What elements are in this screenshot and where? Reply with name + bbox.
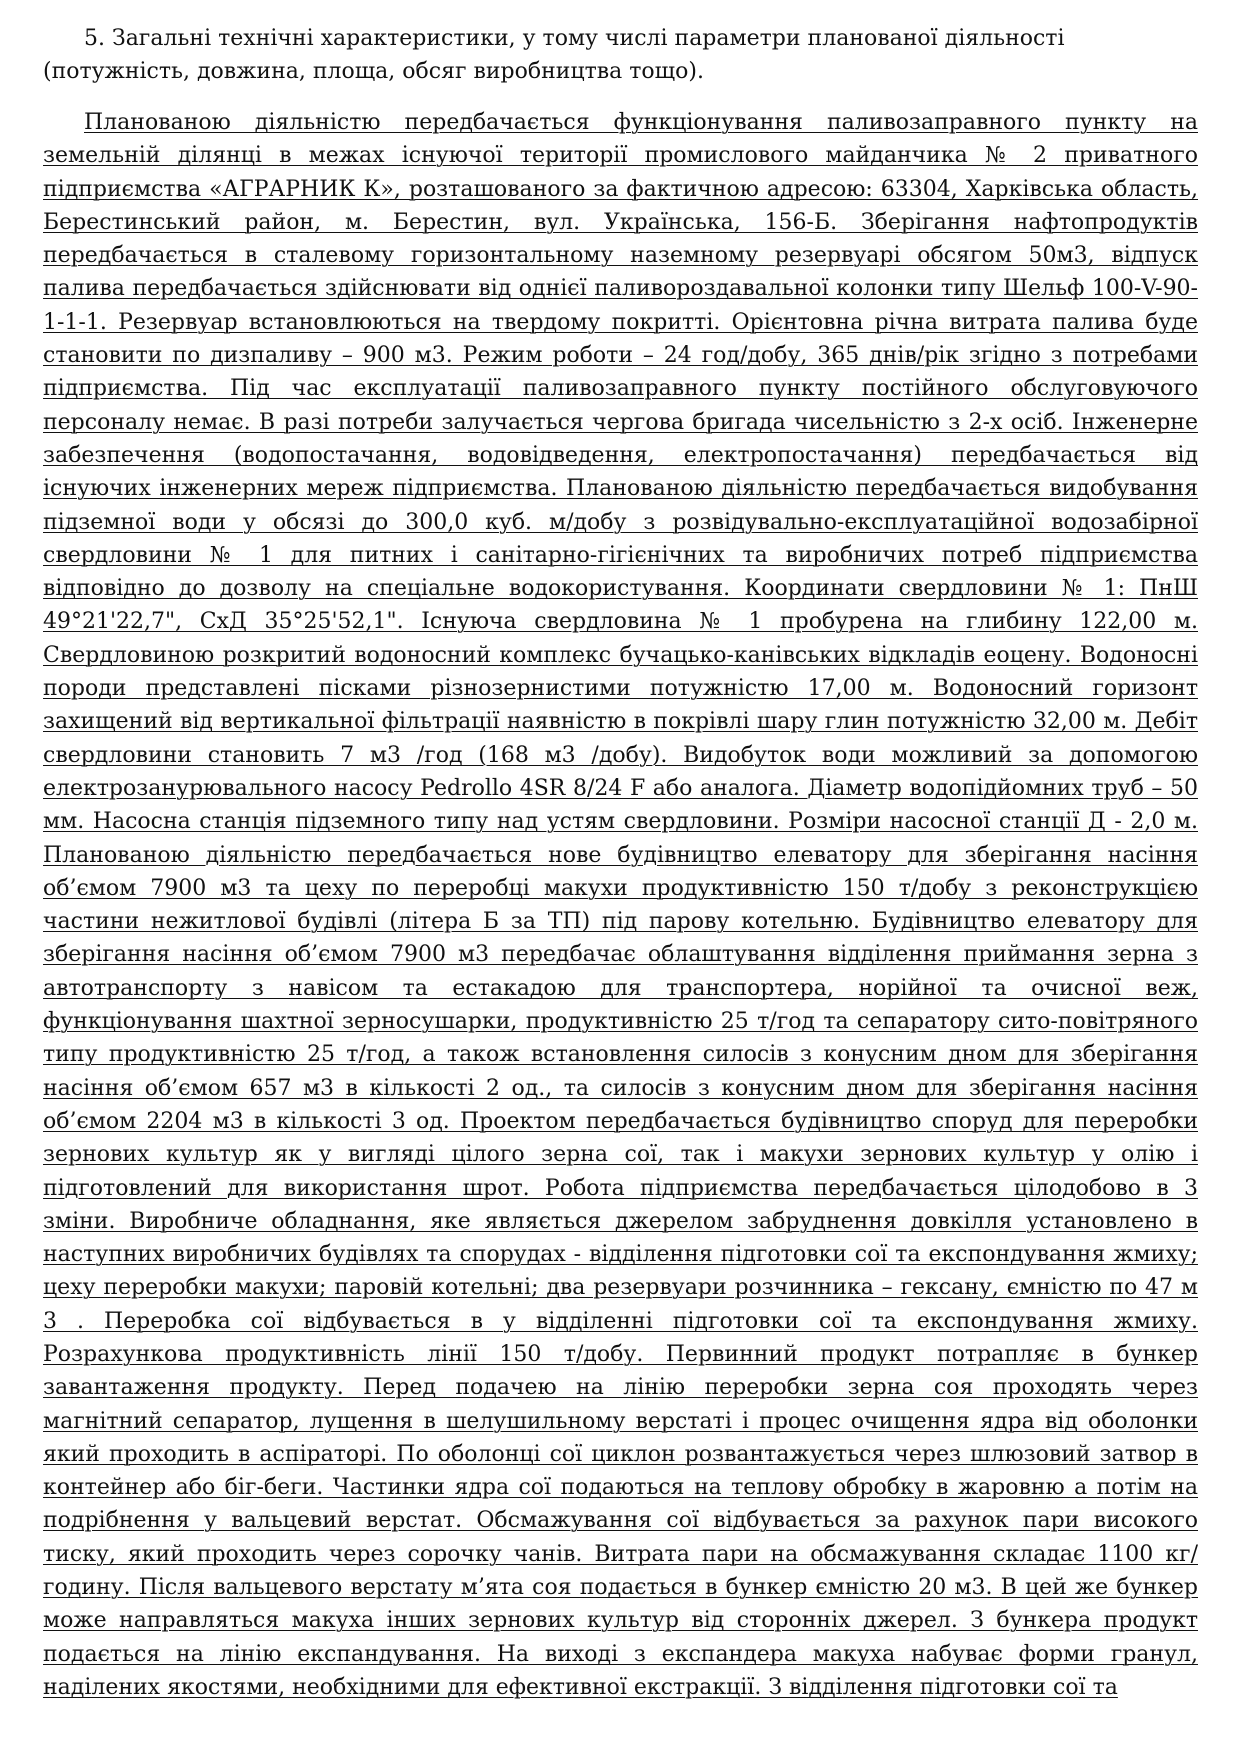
section-heading: 5. Загальні технічні характеристики, у тому числі параметри планованої діяльності (потужність, довжина, площа, обсяг виробництва тощо). [43,26,1065,84]
body-paragraph: Плановaною діяльністю передбачається функціонування паливозаправного пункту на земельній ділянці в межах існуючої території промислового майданчика № 2 приватного підприємства «АГРАРНИК К», розташованого за фактичною адресою: 63304, Харківська область, Берестинський район, м. Берестин, вул. Українська, 156-Б. Зберігання нафтопродуктів передбачається в сталевому горизонтальному наземному резервуарі обсягом 50м3, відпуск палива передбачається здійснювати від однієї паливороздавальної колонки типу Шельф 100-V-90-1-1-1. Резервуар встановлюються на твердому покритті. Орієнтовна річна витрата палива буде становити по дизпаливу – 900 м3. Режим роботи – 24 год/добу, 365 днів/рік згідно з потребами підприємства. Під час експлуатації паливозаправного пункту постійного обслуговуючого персоналу немає. В разі потреби залучається чергова бригада чисельністю з 2-х осіб. Інженерне забезпечення (водопостачання, водовідведення, електропостачання) передбачається від існуючих інженерних мереж підприємства. Плановaною діяльністю передбачається видобування підземної води у обсязі до 300,0 куб. м/добу з розвідувально-експлуатаційної водозабірної свердловини № 1 для питних і санітарно-гігієнічних та виробничих потреб підприємства відповідно до дозволу на спеціальне водокористування. Координати свердловини № 1: ПнШ 49°21'22,7", СхД 35°25'52,1". Існуюча свердловина № 1 пробурена на глибину 122,00 м. Свердловиною розкритий водоносний комплекс бучацько-канівських відкладів еоцену. Водоносні породи представлені пісками різнозернистими потужністю 17,00 м. Водоносний горизонт захищений від вертикальної фільтрації наявністю в покрівлі шару глин потужністю 32,00 м. Дебіт свердловини становить 7 м3 /год (168 м3 /добу). Видобуток води можливий за допомогою електрозанурювального насосу Pedrollo 4SR 8/24 F або аналога. Діаметр водопідйомних труб – 50 мм. Насосна станція підземного типу над устям свердловини. Розміри насосної станції Д - 2,0 м. Плановaною діяльністю передбачається нове будівництво елеватору для зберігання насіння об’ємом 7900 м3 та цеху по переробці макухи продуктивністю 150 т/добу з реконструкцією частини нежитлової будівлі (літера Б за ТП) під парову котельню. Будівництво елеватору для зберігання насіння об’ємом 7900 м3 передбачає облаштування відділення приймання зерна з автотранспорту з навісом та естакадою для транспортера, норійної та очисної веж, функціонування шахтної зерносушарки, продуктивністю 25 т/год та сепаратору сито-повітряного типу продуктивністю 25 т/год, а також встановлення силосів з конусним дном для зберігання насіння об’ємом 657 м3 в кількості 2 од., та силосів з конусним дном для зберігання насіння об’ємом 2204 м3 в кількості 3 од. Проектом передбачається будівництво споруд для переробки зернових культур як у вигляді цілого зерна сої, так і макухи зернових культур у олію і підготовлений для використання шрот. Робота підприємства передбачається цілодобово в 3 зміни. Виробниче обладнання, яке являється джерелом забруднення довкілля установлено в наступних виробничих будівлях та спорудах - відділення підготовки сої та експондування жмиху; цеху переробки макухи; паровій котельні; два резервуари розчинника – гексану, ємністю по 47 м 3 . Переробка сої відбувається в у відділенні підготовки сої та експондування жмиху. Розрахункова продуктивність лінії 150 т/добу. Первинний продукт потрапляє в бункер завантаження продукту. Перед подачею на лінію переробки зерна соя проходять через магнітний сепаратор, лущення в шелушильному верстаті і процес очищення ядра від оболонки який проходить в аспіраторі. По оболонці сої циклон розвантажується через шлюзовий затвор в контейнер або біг-беги. Частинки ядра сої подаються на теплову обробку в жаровню а потім на подрібнення у вальцевий верстат. Обсмажування сої відбувається за рахунок пари високого тиску, який проходить через сорочку чанів. Витрата пари на обсмажування складає 1100 кг/годину. Після вальцевого верстату м’ята соя подається в бункер ємністю 20 м3. В цей же бункер може направляться макуха інших зернових культур від сторонніх джерел. З бункера продукт подається на лінію експандування. На виході з експандера макуха набуває форми гранул, наділених якостями, необхідними для ефективної екстракції. З відділення підготовки сої та [43,110,1198,1700]
